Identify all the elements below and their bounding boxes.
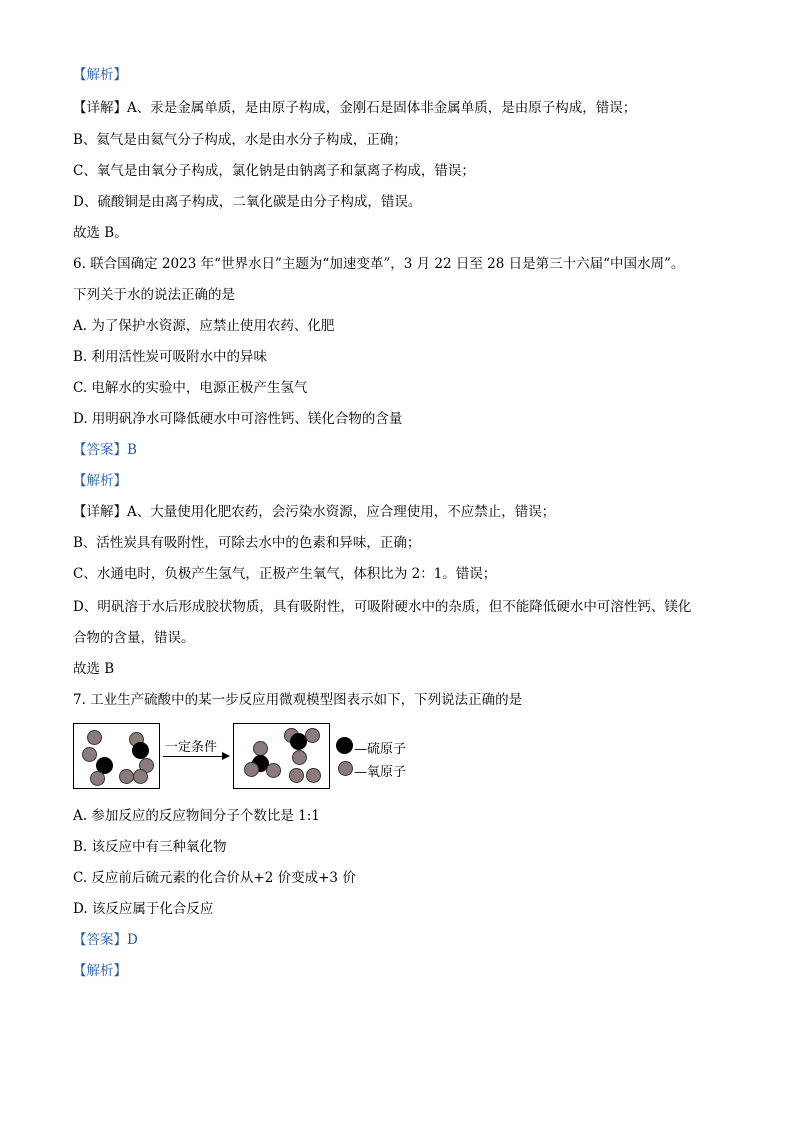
oxygen-atom <box>244 762 259 777</box>
analysis-heading-3: 【解析】 <box>73 963 127 979</box>
question-7-stem: 7. 工业生产硫酸中的某一步反应用微观模型图表示如下，下列说法正确的是 <box>73 692 523 708</box>
detail-line: D、明矾溶于水后形成胶状物质，具有吸附性，可吸附硬水中的杂质，但不能降低硬水中可溶性钙、镁化 <box>73 599 692 615</box>
arrow-label: 一定条件 <box>165 740 218 755</box>
detail-line: 合物的含量，错误。 <box>73 630 195 646</box>
option-b: B. 该反应中有三种氧化物 <box>73 839 227 855</box>
reaction-diagram <box>73 723 433 793</box>
option-d: D. 该反应属于化合反应 <box>73 901 214 917</box>
oxygen-atom <box>253 741 268 756</box>
analysis-heading-2: 【解析】 <box>73 473 127 489</box>
legend-oxygen-label: —氧原子 <box>354 765 407 780</box>
oxygen-atom <box>292 750 307 765</box>
option-c: C. 电解水的实验中，电源正极产生氢气 <box>73 380 308 396</box>
detail-line: 【详解】A、大量使用化肥农药，会污染水资源，应合理使用，不应禁止，错误； <box>73 504 556 520</box>
detail-line: D、硫酸铜是由离子构成，二氧化碳是由分子构成，错误。 <box>73 194 422 210</box>
conclusion-line: 故选 B。 <box>73 225 128 241</box>
question-6-stem: 6. 联合国确定 2023 年“世界水日”主题为“加速变革”，3 月 22 日至 28 日是第三十六届“中国水周”。 <box>73 256 685 272</box>
oxygen-atom <box>90 771 105 786</box>
detail-line: 【详解】A、汞是金属单质，是由原子构成，金刚石是固体非金属单质，是由原子构成，错误； <box>73 100 637 116</box>
detail-line: C、氧气是由氧分子构成，氯化钠是由钠离子和氯离子构成，错误； <box>73 163 475 179</box>
detail-line: C、水通电时，负极产生氢气，正极产生氧气，体积比为 2：1。错误； <box>73 566 497 582</box>
oxygen-atom <box>82 747 97 762</box>
reactants-box <box>73 723 160 789</box>
conclusion-line: 故选 B <box>73 661 115 677</box>
oxygen-atom <box>289 768 304 783</box>
option-c: C. 反应前后硫元素的化合价从+2 价变成+3 价 <box>73 870 356 886</box>
oxygen-atom <box>266 763 281 778</box>
detail-line: B、氦气是由氦气分子构成，水是由水分子构成，正确； <box>73 132 407 148</box>
legend-sulfur-label: —硫原子 <box>354 742 407 757</box>
option-b: B. 利用活性炭可吸附水中的异味 <box>73 349 268 365</box>
analysis-heading-1: 【解析】 <box>73 67 127 83</box>
answer-line: 【答案】D <box>73 932 138 948</box>
oxygen-atom <box>306 768 321 783</box>
arrow-head-icon <box>222 752 230 760</box>
answer-line: 【答案】B <box>73 442 137 458</box>
option-a: A. 参加反应的反应物间分子个数比是 1:1 <box>73 808 320 824</box>
oxygen-atom <box>133 769 148 784</box>
option-a: A. 为了保护水资源，应禁止使用农药、化肥 <box>73 318 335 334</box>
sulfur-atom <box>132 742 149 759</box>
question-6-stem-cont: 下列关于水的说法正确的是 <box>73 287 235 303</box>
oxygen-atom <box>87 730 102 745</box>
products-box <box>233 723 330 789</box>
oxygen-atom <box>119 769 134 784</box>
detail-line: B、活性炭具有吸附性，可除去水中的色素和异味，正确； <box>73 535 421 551</box>
legend-oxygen-icon <box>338 761 353 776</box>
oxygen-atom <box>305 728 320 743</box>
legend-sulfur-icon <box>336 737 353 754</box>
reaction-arrow <box>163 756 223 757</box>
option-d: D. 用明矾净水可降低硬水中可溶性钙、镁化合物的含量 <box>73 411 403 427</box>
